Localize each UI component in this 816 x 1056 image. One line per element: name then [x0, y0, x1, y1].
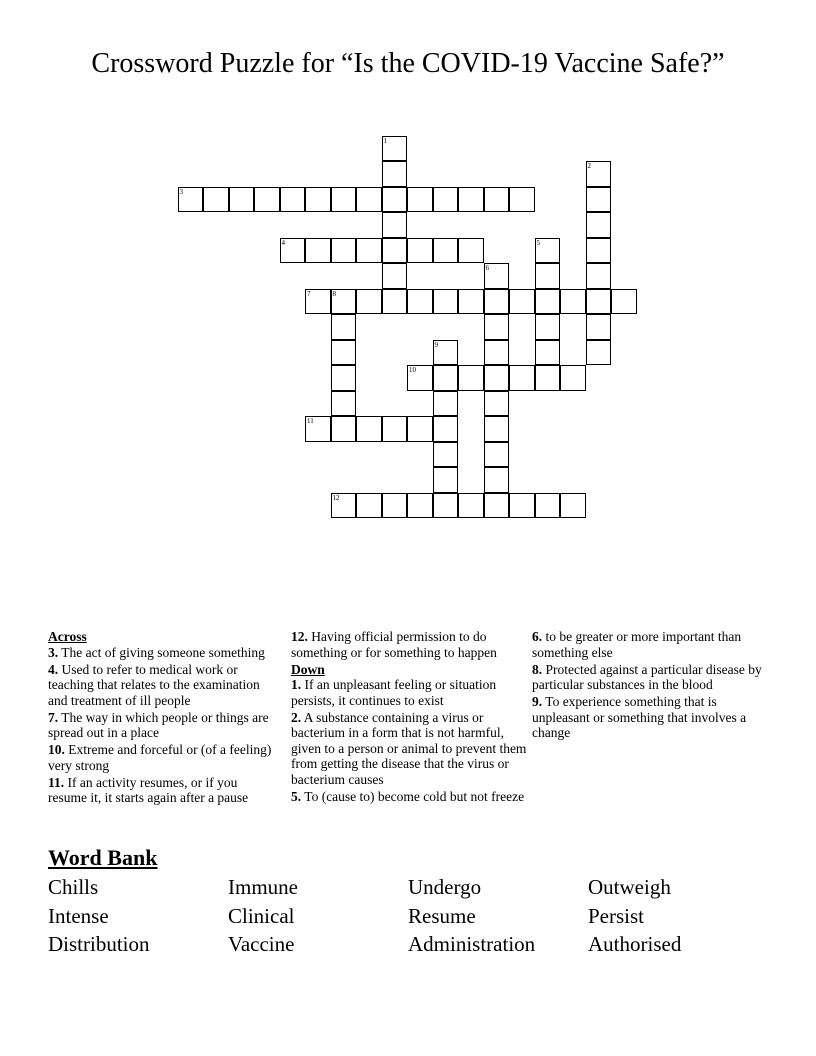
clue-across-3: 3. The act of giving someone something — [48, 644, 265, 660]
crossword-cell[interactable] — [407, 416, 433, 442]
crossword-cell[interactable] — [458, 187, 484, 213]
crossword-cell[interactable] — [586, 212, 612, 238]
crossword-cell[interactable] — [560, 289, 586, 315]
crossword-cell[interactable] — [331, 340, 357, 366]
crossword-cell[interactable] — [586, 263, 612, 289]
clue-number: 6 — [485, 264, 489, 272]
crossword-cell[interactable] — [458, 365, 484, 391]
word-bank-item: Vaccine — [228, 932, 295, 956]
word-bank-item: Undergo — [408, 875, 482, 899]
crossword-cell[interactable] — [509, 187, 535, 213]
crossword-cell[interactable] — [331, 314, 357, 340]
crossword-cell[interactable] — [382, 212, 408, 238]
clue-number: 7 — [307, 289, 311, 298]
crossword-cell[interactable] — [586, 238, 612, 264]
crossword-cell[interactable] — [407, 187, 433, 213]
crossword-cell[interactable] — [484, 442, 510, 468]
crossword-cell[interactable] — [382, 289, 408, 315]
clue-column-3 — [532, 629, 768, 742]
crossword-cell[interactable] — [407, 493, 433, 519]
crossword-cell[interactable] — [331, 238, 357, 264]
crossword-cell[interactable] — [433, 467, 459, 493]
crossword-cell[interactable] — [586, 314, 612, 340]
crossword-cell[interactable] — [280, 187, 306, 213]
crossword-cell[interactable] — [433, 493, 459, 519]
crossword-cell[interactable] — [382, 161, 408, 187]
word-bank-item: Authorised — [588, 932, 682, 956]
crossword-cell[interactable] — [535, 365, 561, 391]
clue-number: 2 — [587, 162, 591, 170]
crossword-cell[interactable] — [382, 416, 408, 442]
crossword-cell[interactable] — [254, 187, 280, 213]
crossword-cell[interactable] — [484, 416, 510, 442]
crossword-cell[interactable] — [509, 289, 535, 315]
clue-number: 8 — [332, 289, 336, 298]
crossword-cell[interactable] — [433, 365, 459, 391]
crossword-cell[interactable] — [356, 493, 382, 519]
clue-column-1 — [48, 629, 278, 807]
crossword-cell-6[interactable] — [484, 263, 510, 289]
crossword-cell[interactable] — [611, 289, 637, 315]
crossword-cell[interactable] — [535, 289, 561, 315]
word-bank-item: Outweigh — [588, 875, 671, 899]
crossword-cell-11[interactable] — [305, 416, 331, 442]
puzzle-title: Crossword Puzzle for “Is the COVID-19 Vaccine Safe?” — [91, 48, 725, 79]
crossword-cell[interactable] — [356, 289, 382, 315]
crossword-cell[interactable] — [331, 416, 357, 442]
clue-across-11: 11. If an activity resumes, or if you resume it, it starts again after a pause — [48, 774, 249, 805]
crossword-cell[interactable] — [458, 493, 484, 519]
clue-number: 12 — [332, 493, 340, 502]
crossword-cell[interactable] — [484, 391, 510, 417]
crossword-cell[interactable] — [484, 314, 510, 340]
clue-down-6: 6. to be greater or more important than something else — [532, 629, 742, 660]
crossword-cell[interactable] — [356, 416, 382, 442]
clue-down-1: 1. If an unpleasant feeling or situation persists, it continues to exist — [291, 677, 497, 708]
clue-across-7: 7. The way in which people or things are spread out in a place — [48, 709, 269, 740]
crossword-cell[interactable] — [331, 391, 357, 417]
crossword-cell[interactable] — [433, 416, 459, 442]
clue-down-2: 2. A substance containing a virus or bacterium in a form that is not harmful, given to a person or animal to prevent them from getting the disease that the virus or bacterium causes — [291, 709, 527, 787]
crossword-cell[interactable] — [586, 340, 612, 366]
crossword-cell[interactable] — [331, 187, 357, 213]
crossword-cell[interactable] — [509, 493, 535, 519]
crossword-cell[interactable] — [382, 238, 408, 264]
word-bank-item: Intense — [48, 904, 109, 928]
crossword-cell[interactable] — [407, 289, 433, 315]
word-bank-item: Persist — [588, 904, 645, 928]
crossword-cell[interactable] — [433, 289, 459, 315]
clue-number: 11 — [307, 417, 314, 425]
crossword-cell[interactable] — [305, 238, 331, 264]
crossword-cell[interactable] — [458, 238, 484, 264]
crossword-cell-2[interactable] — [586, 161, 612, 187]
crossword-cell[interactable] — [433, 442, 459, 468]
word-bank-item: Immune — [228, 875, 298, 899]
crossword-cell[interactable] — [535, 493, 561, 519]
crossword-cell[interactable] — [509, 365, 535, 391]
crossword-cell[interactable] — [407, 238, 433, 264]
word-bank-item: Resume — [408, 904, 476, 928]
across-header: Across — [48, 629, 87, 644]
crossword-cell[interactable] — [305, 187, 331, 213]
clue-down-5: 5. To (cause to) become cold but not freeze — [291, 788, 525, 804]
clue-down-9: 9. To experience something that is unpleasant or something that involves a change — [532, 694, 747, 740]
clue-number: 9 — [434, 340, 438, 349]
crossword-cell[interactable] — [433, 187, 459, 213]
crossword-cell[interactable] — [382, 263, 408, 289]
crossword-cell[interactable] — [331, 365, 357, 391]
crossword-cell[interactable] — [586, 289, 612, 315]
crossword-cell-8[interactable] — [331, 289, 357, 315]
clue-across-12: 12. Having official permission to do something or for something to happen — [291, 629, 497, 660]
crossword-cell-3[interactable] — [178, 187, 204, 213]
clue-column-2 — [291, 629, 527, 806]
crossword-cell-4[interactable] — [280, 238, 306, 264]
clue-down-8: 8. Protected against a particular disease by particular substances in the blood — [532, 661, 762, 692]
crossword-cell[interactable] — [560, 493, 586, 519]
crossword-cell-9[interactable] — [433, 340, 459, 366]
clue-number: 4 — [281, 238, 285, 247]
crossword-cell[interactable] — [484, 289, 510, 315]
crossword-cell-5[interactable] — [535, 238, 561, 264]
crossword-cell[interactable] — [586, 187, 612, 213]
crossword-cell[interactable] — [484, 340, 510, 366]
crossword-cell-1[interactable] — [382, 136, 408, 162]
clue-number: 10 — [409, 366, 416, 374]
crossword-cell[interactable] — [382, 187, 408, 213]
word-bank-item: Clinical — [228, 904, 295, 928]
crossword-cell-12[interactable] — [331, 493, 357, 519]
word-bank-item: Administration — [408, 932, 536, 956]
crossword-cell-10[interactable] — [407, 365, 433, 391]
word-bank-item: Chills — [48, 875, 99, 899]
crossword-cell[interactable] — [203, 187, 229, 213]
crossword-cell[interactable] — [535, 263, 561, 289]
crossword-cell[interactable] — [535, 314, 561, 340]
word-bank-item: Distribution — [48, 932, 150, 956]
crossword-cell[interactable] — [484, 493, 510, 519]
word-bank-title: Word Bank — [48, 845, 158, 870]
crossword-cell[interactable] — [356, 238, 382, 264]
crossword-cell[interactable] — [484, 467, 510, 493]
clue-number: 5 — [536, 238, 540, 247]
crossword-cell[interactable] — [458, 289, 484, 315]
crossword-cell[interactable] — [356, 187, 382, 213]
crossword-cell[interactable] — [560, 365, 586, 391]
down-header: Down — [291, 661, 325, 677]
clue-number: 3 — [179, 187, 183, 196]
crossword-cell[interactable] — [433, 238, 459, 264]
clue-number: 1 — [383, 136, 387, 145]
crossword-cell[interactable] — [535, 340, 561, 366]
crossword-cell[interactable] — [433, 391, 459, 417]
crossword-cell[interactable] — [484, 365, 510, 391]
crossword-cell[interactable] — [484, 187, 510, 213]
crossword-cell[interactable] — [382, 493, 408, 519]
crossword-cell[interactable] — [229, 187, 255, 213]
clue-across-4: 4. Used to refer to medical work or teaching that relates to the examination and treatment of ill people — [48, 661, 260, 708]
crossword-cell-7[interactable] — [305, 289, 331, 315]
clue-across-10: 10. Extreme and forceful or (of a feeling) very strong — [48, 742, 272, 773]
